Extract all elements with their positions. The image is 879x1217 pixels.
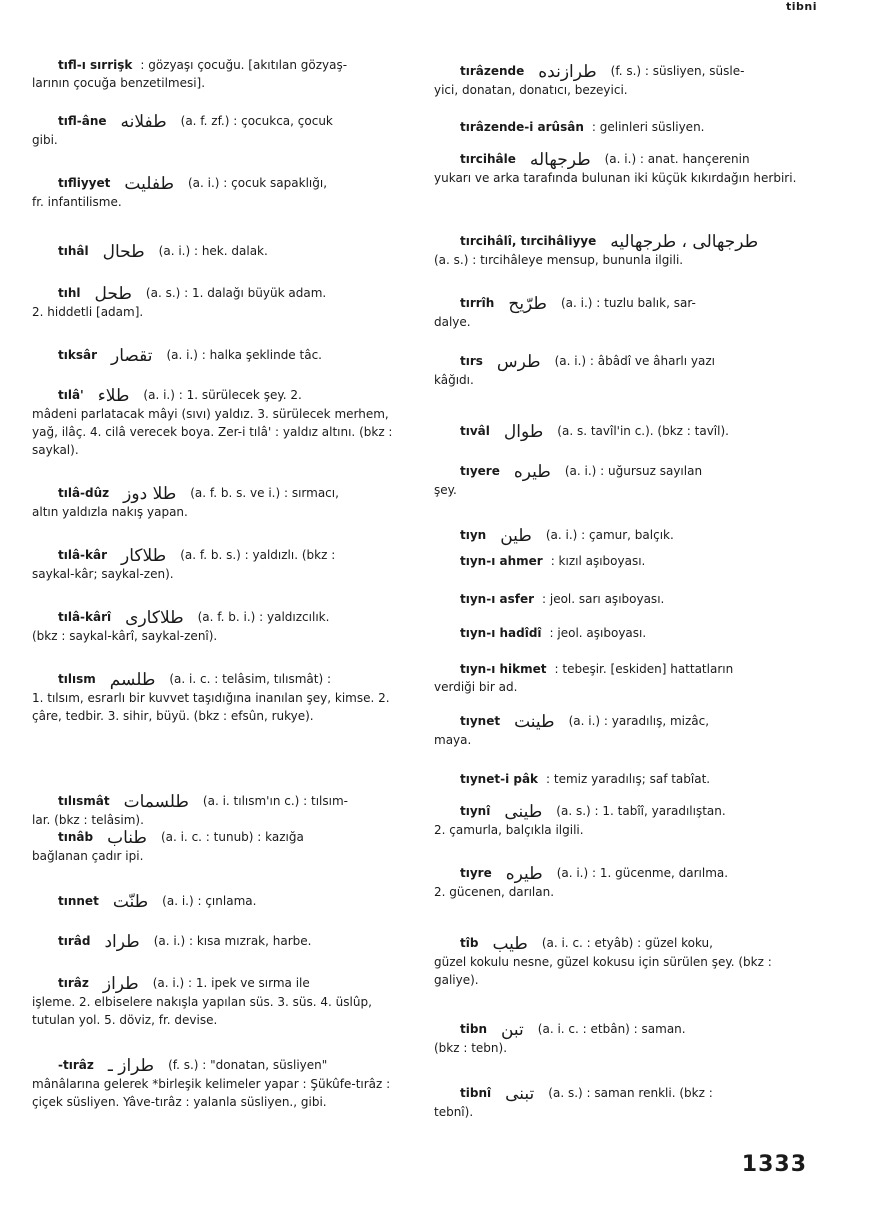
dictionary-entry xyxy=(32,828,410,865)
dictionary-entry xyxy=(32,892,410,911)
dictionary-entry xyxy=(434,590,812,608)
entry-arabic-script: طرازنده xyxy=(538,62,597,82)
entry-definition: : jeol. aşıboyası. xyxy=(549,626,647,640)
entry-definition-continuation: (bkz : tebn). xyxy=(434,1041,508,1055)
entry-definition-continuation: işleme. 2. elbiselere nakışla yapılan süs. 3. süs. 4. üslûp, tutulan yol. 5. döviz, fr. devise. xyxy=(32,995,372,1027)
entry-headword: tınnet xyxy=(58,894,99,908)
entry-headword: tılâ-kâr xyxy=(58,548,108,562)
dictionary-entry xyxy=(32,792,410,829)
entry-definition-continuation: 2. hiddetli [adam]. xyxy=(32,305,144,319)
entry-definition: : tebeşir. [eskiden] hattatların xyxy=(554,662,734,676)
dictionary-entry xyxy=(434,624,812,642)
entry-arabic-script: طفلانه xyxy=(120,112,167,132)
entry-headword: tıyn-ı ahmer xyxy=(460,554,543,568)
dictionary-entry xyxy=(434,934,812,989)
entry-headword: tırs xyxy=(460,354,483,368)
entry-definition-continuation: 2. çamurla, balçıkla ilgili. xyxy=(434,823,584,837)
entry-definition: (a. i.) : tuzlu balık, sar- xyxy=(560,296,696,310)
entry-definition: (a. f. b. s.) : yaldızlı. (bkz : xyxy=(180,548,336,562)
dictionary-entry xyxy=(32,608,410,645)
entry-arabic-script: طوال xyxy=(503,422,544,442)
entry-headword: tılâ' xyxy=(58,388,84,402)
entry-definition-continuation: altın yaldızla nakış yapan. xyxy=(32,505,188,519)
dictionary-entry xyxy=(434,552,812,570)
entry-definition: (a. i.) : 1. sürülecek şey. 2. xyxy=(143,388,302,402)
entry-definition: (a. f. b. s. ve i.) : sırmacı, xyxy=(190,486,339,500)
entry-arabic-script: طرس xyxy=(496,352,541,372)
dictionary-entry xyxy=(32,974,410,1029)
entry-arabic-script: طلا دوز xyxy=(123,484,177,504)
dictionary-entry xyxy=(434,352,812,389)
entry-arabic-script: طينت xyxy=(514,712,555,732)
entry-arabic-script: طفليت xyxy=(124,174,174,194)
entry-definition-continuation: larının çocuğa benzetilmesi]. xyxy=(32,76,206,90)
dictionary-entry xyxy=(32,56,410,92)
entry-headword: tıynet xyxy=(460,714,501,728)
entry-definition-continuation: verdiği bir ad. xyxy=(434,680,518,694)
entry-arabic-script: طينى xyxy=(504,802,543,822)
entry-definition-continuation: 1. tılsım, esrarlı bir kuvvet taşıdığına inanılan şey, kimse. 2. çâre, tedbir. 3. sihir, büyü. (bkz : efsûn, rukye). xyxy=(32,691,390,723)
entry-headword: tılâ-kârî xyxy=(58,610,112,624)
entry-definition: : jeol. sarı aşıboyası. xyxy=(542,592,665,606)
entry-definition-continuation: 2. gücenen, darılan. xyxy=(434,885,555,899)
entry-arabic-script: طناب xyxy=(107,828,147,848)
entry-definition-continuation: fr. infantilisme. xyxy=(32,195,122,209)
dictionary-entry xyxy=(32,112,410,149)
entry-definition: (a. i.) : yaradılış, mizâc, xyxy=(568,714,710,728)
entry-definition: (a. s.) : saman renkli. (bkz : xyxy=(548,1086,713,1100)
entry-definition: (a. i.) : âbâdî ve âharlı yazı xyxy=(554,354,715,368)
entry-definition: (a. i.) : 1. ipek ve sırma ile xyxy=(152,976,310,990)
dictionary-entry xyxy=(434,770,812,788)
entry-definition: (a. s. tavîl'in c.). (bkz : tavîl). xyxy=(557,424,729,438)
entry-definition-continuation: gibi. xyxy=(32,133,58,147)
page-number: 1333 xyxy=(741,1152,807,1177)
entry-headword: tıyre xyxy=(460,866,492,880)
entry-definition: : kızıl aşıboyası. xyxy=(550,554,646,568)
entry-headword: tınâb xyxy=(58,830,94,844)
entry-arabic-script: طراز ـ xyxy=(107,1056,155,1076)
entry-headword: tırâd xyxy=(58,934,91,948)
dictionary-entry xyxy=(434,232,812,269)
entry-definition: (a. i.) : halka şeklinde tâc. xyxy=(166,348,322,362)
entry-arabic-script: طيره xyxy=(513,462,551,482)
entry-headword: tıynet-i pâk xyxy=(460,772,539,786)
dictionary-entry xyxy=(32,546,410,583)
entry-arabic-script: طلسم xyxy=(109,670,156,690)
entry-definition: (f. s.) : süsliyen, süsle- xyxy=(610,64,745,78)
entry-definition: (a. i.) : 1. gücenme, darılma. xyxy=(556,866,729,880)
entry-arabic-script: تبن xyxy=(500,1020,524,1040)
dictionary-entry xyxy=(434,462,812,499)
entry-definition: (a. f. zf.) : çocukca, çocuk xyxy=(180,114,333,128)
dictionary-entry xyxy=(434,1084,812,1121)
entry-definition: (f. s.) : "donatan, süsliyen" xyxy=(168,1058,328,1072)
dictionary-entry xyxy=(32,670,410,725)
entry-headword: tıhl xyxy=(58,286,81,300)
dictionary-entry xyxy=(32,1056,410,1111)
dictionary-entry xyxy=(32,932,410,951)
entry-definition-continuation: (a. s.) : tırcihâleye mensup, bununla ilgili. xyxy=(434,253,684,267)
entry-headword: tılâ-dûz xyxy=(58,486,110,500)
entry-arabic-script: طرّيح xyxy=(508,294,547,314)
entry-definition: (a. i.) : kısa mızrak, harbe. xyxy=(153,934,312,948)
entry-headword: tıyn-ı hikmet xyxy=(460,662,547,676)
entry-definition: (a. i.) : uğursuz sayılan xyxy=(564,464,703,478)
dictionary-entry xyxy=(434,294,812,331)
dictionary-entry xyxy=(434,1020,812,1057)
entry-definition: (a. s.) : 1. tabîî, yaradılıştan. xyxy=(556,804,726,818)
dictionary-entry xyxy=(32,284,410,321)
entry-definition: (a. i. c. : etbân) : saman. xyxy=(537,1022,686,1036)
entry-arabic-script: طحال xyxy=(102,242,145,262)
entry-definition: (a. i.) : çınlama. xyxy=(162,894,257,908)
entry-headword: tîb xyxy=(460,936,479,950)
entry-arabic-script: طرجهالى ، طرجهاليه xyxy=(610,232,759,252)
entry-headword: tılısm xyxy=(58,672,96,686)
entry-arabic-script: طيب xyxy=(492,934,528,954)
entry-arabic-script: طلاكار xyxy=(121,546,167,566)
entry-arabic-script: طيره xyxy=(505,864,543,884)
entry-arabic-script: طحل xyxy=(94,284,132,304)
entry-definition: (a. i.) : anat. hançerenin xyxy=(604,152,750,166)
entry-headword: tıksâr xyxy=(58,348,97,362)
dictionary-entry xyxy=(434,150,812,187)
entry-arabic-script: تبنى xyxy=(505,1084,535,1104)
entry-definition: (a. s.) : 1. dalağı büyük adam. xyxy=(145,286,327,300)
dictionary-entry xyxy=(32,346,410,365)
entry-definition-continuation: mâdeni parlatacak mâyi (sıvı) yaldız. 3. sürülecek merhem, yağ, ilâç. 4. cilâ verecek boya. Zer-i tılâ' : yaldız altını. (bkz : saykal). xyxy=(32,407,393,457)
entry-arabic-script: طراز xyxy=(102,974,139,994)
entry-headword: tıfl-âne xyxy=(58,114,107,128)
entry-headword: tıyn-ı asfer xyxy=(460,592,535,606)
entry-headword: tıyere xyxy=(460,464,500,478)
entry-definition-continuation: mânâlarına gelerek *birleşik kelimeler yapar : Şükûfe-tırâz : çiçek süsliyen. Yâve-tırâz : yalanla süsliyen., gibi. xyxy=(32,1077,391,1109)
dictionary-entry xyxy=(32,386,410,459)
entry-arabic-script: طرجهاله xyxy=(529,150,591,170)
entry-headword: tibn xyxy=(460,1022,487,1036)
dictionary-entry xyxy=(32,484,410,521)
entry-definition: : temiz yaradılış; saf tabîat. xyxy=(546,772,711,786)
dictionary-entry xyxy=(32,242,410,261)
dictionary-entry xyxy=(434,422,812,441)
entry-definition-continuation: bağlanan çadır ipi. xyxy=(32,849,144,863)
entry-definition-continuation: yici, donatan, donatıcı, bezeyici. xyxy=(434,83,628,97)
entry-arabic-script: طلسمات xyxy=(123,792,189,812)
entry-definition-continuation: kâğıdı. xyxy=(434,373,474,387)
entry-definition: (a. i. c. : tunub) : kazığa xyxy=(160,830,304,844)
entry-headword: tıyn-ı hadîdî xyxy=(460,626,542,640)
entry-definition: (a. i. tılısm'ın c.) : tılsım- xyxy=(202,794,348,808)
entry-definition-continuation: (bkz : saykal-kârî, saykal-zenî). xyxy=(32,629,218,643)
entry-definition-continuation: yukarı ve arka tarafında bulunan iki küçük kıkırdağın herbiri. xyxy=(434,171,797,185)
entry-definition: (a. i.) : çocuk sapaklığı, xyxy=(187,176,328,190)
dictionary-entry xyxy=(434,864,812,901)
entry-headword: tıyn xyxy=(460,528,487,542)
entry-headword: tırcihâle xyxy=(460,152,516,166)
entry-definition-continuation: güzel kokulu nesne, güzel kokusu için sürülen şey. (bkz : galiye). xyxy=(434,955,772,987)
dictionary-entry xyxy=(434,118,812,136)
entry-arabic-script: طنّت xyxy=(112,892,149,912)
entry-arabic-script: تقصار xyxy=(111,346,153,366)
entry-headword: tıvâl xyxy=(460,424,490,438)
entry-definition: (a. i.) : çamur, balçık. xyxy=(545,528,674,542)
entry-definition-continuation: dalye. xyxy=(434,315,471,329)
entry-headword: tıynî xyxy=(460,804,491,818)
dictionary-entry xyxy=(434,802,812,839)
dictionary-entry xyxy=(32,174,410,211)
entry-headword: tıfliyyet xyxy=(58,176,111,190)
entry-headword: -tırâz xyxy=(58,1058,94,1072)
entry-arabic-script: طين xyxy=(500,526,532,546)
entry-headword: tırâz xyxy=(58,976,89,990)
entry-definition: : gözyaşı çocuğu. [akıtılan gözyaş- xyxy=(140,58,348,72)
entry-headword: tırcihâlî, tırcihâliyye xyxy=(460,234,597,248)
entry-headword: tılısmât xyxy=(58,794,110,808)
entry-definition: (a. i.) : hek. dalak. xyxy=(158,244,268,258)
entry-headword: tıfl-ı sırrişk xyxy=(58,58,133,72)
dictionary-entry xyxy=(434,660,812,696)
entry-definition-continuation: şey. xyxy=(434,483,457,497)
entry-definition: (a. i. c. : etyâb) : güzel koku, xyxy=(541,936,713,950)
entry-definition: : gelinleri süsliyen. xyxy=(591,120,705,134)
entry-definition: (a. f. b. i.) : yaldızcılık. xyxy=(197,610,330,624)
entry-arabic-script: طلاكارى xyxy=(125,608,184,628)
entry-arabic-script: طراد xyxy=(104,932,140,952)
dictionary-entry xyxy=(434,62,812,99)
entry-headword: tibnî xyxy=(460,1086,492,1100)
dictionary-entry xyxy=(434,526,812,545)
dictionary-entry xyxy=(434,712,812,749)
entry-headword: tırâzende-i arûsân xyxy=(460,120,584,134)
entry-definition-continuation: saykal-kâr; saykal-zen). xyxy=(32,567,174,581)
entry-headword: tırâzende xyxy=(460,64,525,78)
entry-arabic-script: طلاء xyxy=(97,386,130,406)
entry-definition-continuation: maya. xyxy=(434,733,472,747)
entry-definition-continuation: lar. (bkz : telâsim). xyxy=(32,813,144,827)
entry-headword: tıhâl xyxy=(58,244,89,258)
guide-word: tibni xyxy=(785,0,817,13)
entry-headword: tırrîh xyxy=(460,296,495,310)
entry-definition-continuation: tebnî). xyxy=(434,1105,474,1119)
entry-definition: (a. i. c. : telâsim, tılısmât) : xyxy=(169,672,332,686)
